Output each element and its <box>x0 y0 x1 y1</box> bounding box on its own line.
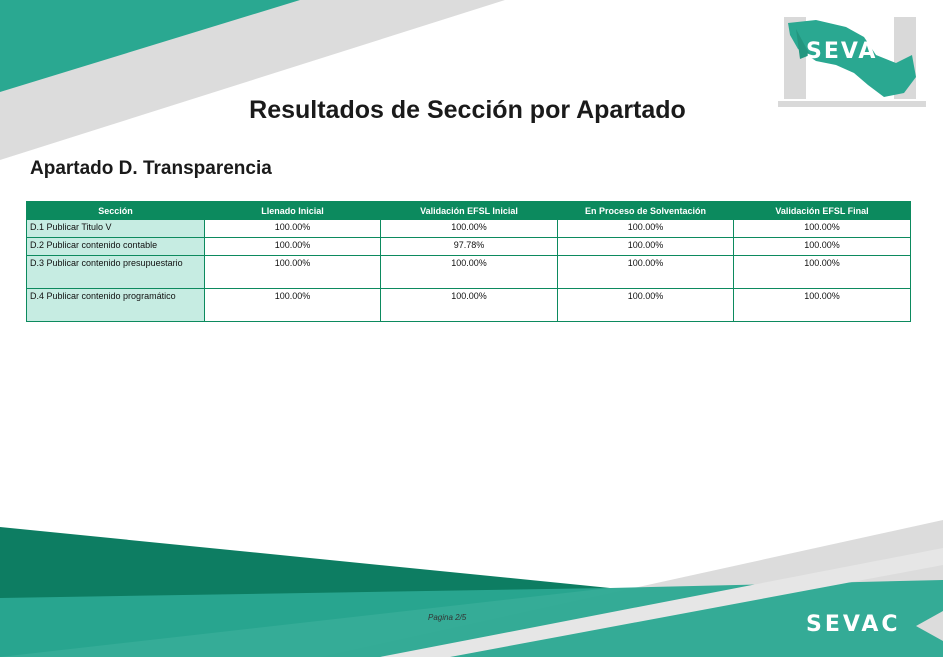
table-row <box>27 256 911 289</box>
row-section-label: D.1 Publicar Titulo V <box>27 220 205 238</box>
cell-value: 100.00% <box>205 256 381 289</box>
table-row <box>27 238 911 256</box>
row-section-label: D.3 Publicar contenido presupuestario <box>27 256 205 289</box>
arrow-left-icon <box>916 611 943 641</box>
column-header-solventacion: En Proceso de Solventación <box>558 202 734 220</box>
page-number: Pagina 2/5 <box>428 613 467 622</box>
column-header-llenado-inicial: Llenado Inicial <box>205 202 381 220</box>
cell-value: 97.78% <box>381 238 558 256</box>
cell-value: 100.00% <box>381 220 558 238</box>
column-header-section: Sección <box>27 202 205 220</box>
cell-value: 100.00% <box>205 220 381 238</box>
column-header-validacion-final: Validación EFSL Final <box>734 202 911 220</box>
results-table <box>26 201 911 322</box>
table-header-row <box>27 202 911 220</box>
table-row <box>27 289 911 322</box>
table-row <box>27 220 911 238</box>
cell-value: 100.00% <box>205 289 381 322</box>
row-section-label: D.4 Publicar contenido programático <box>27 289 205 322</box>
cell-value: 100.00% <box>558 256 734 289</box>
row-section-label: D.2 Publicar contenido contable <box>27 238 205 256</box>
cell-value: 100.00% <box>381 256 558 289</box>
cell-value: 100.00% <box>558 220 734 238</box>
cell-value: 100.00% <box>205 238 381 256</box>
cell-value: 100.00% <box>558 238 734 256</box>
section-subtitle: Apartado D. Transparencia <box>30 158 272 179</box>
cell-value: 100.00% <box>558 289 734 322</box>
cell-value: 100.00% <box>381 289 558 322</box>
logo-wordmark: SEVAC <box>806 39 896 64</box>
cell-value: 100.00% <box>734 220 911 238</box>
cell-value: 100.00% <box>734 256 911 289</box>
page-title: Resultados de Sección por Apartado <box>249 96 686 124</box>
cell-value: 100.00% <box>734 289 911 322</box>
column-header-validacion-inicial: Validación EFSL Inicial <box>381 202 558 220</box>
cell-value: 100.00% <box>734 238 911 256</box>
sevac-logo-bottom: SEVAC <box>806 612 901 637</box>
